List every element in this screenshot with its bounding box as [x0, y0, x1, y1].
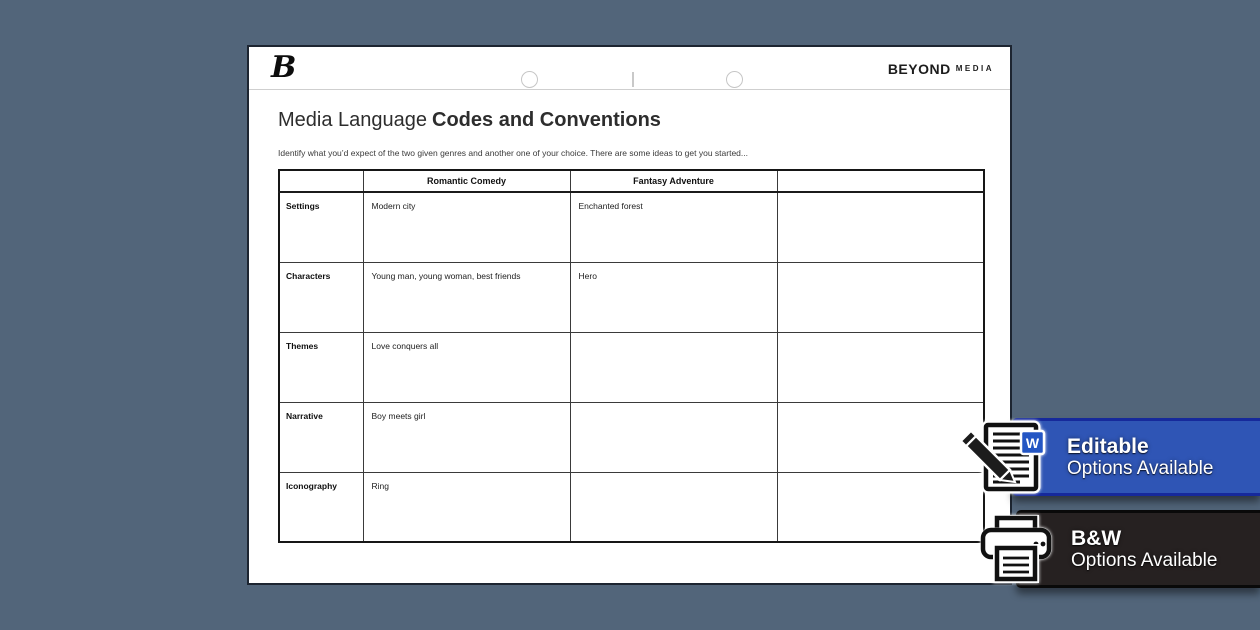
column-header-blank [279, 170, 363, 192]
header-circle-icon [521, 71, 538, 88]
row-label-narrative: Narrative [279, 402, 363, 472]
bw-badge-subtitle: Options Available [1071, 550, 1218, 572]
column-header-romantic-comedy: Romantic Comedy [363, 170, 570, 192]
beyond-logo-icon: B [271, 50, 297, 85]
printer-icon [980, 515, 1052, 585]
word-document-pencil-icon [960, 420, 1050, 496]
cell-characters-fantasy: Hero [570, 262, 777, 332]
row-label-iconography: Iconography [279, 472, 363, 542]
column-header-fantasy-adventure: Fantasy Adventure [570, 170, 777, 192]
cell-narrative-choice [777, 402, 984, 472]
column-header-choice [777, 170, 984, 192]
table-row-iconography [279, 472, 984, 542]
table-row-narrative [279, 402, 984, 472]
cell-iconography-choice [777, 472, 984, 542]
cell-themes-romcom: Love conquers all [363, 332, 570, 402]
row-label-settings: Settings [279, 192, 363, 262]
worksheet-page [247, 45, 1012, 585]
table-row-themes [279, 332, 984, 402]
cell-themes-choice [777, 332, 984, 402]
bw-options-badge [1016, 510, 1260, 588]
page-title-regular: Media Language [278, 109, 428, 131]
instructions-text: Identify what you’d expect of the two given genres and another one of your choice. There are some ideas to get you started... [278, 148, 748, 158]
table-header-row [279, 170, 984, 192]
cell-iconography-romcom: Ring [363, 472, 570, 542]
svg-text:W: W [1025, 435, 1040, 451]
page-title-bold: Codes and Conventions [432, 109, 661, 131]
cell-characters-romcom: Young man, young woman, best friends [363, 262, 570, 332]
page-title [278, 109, 661, 132]
row-label-characters: Characters [279, 262, 363, 332]
header-circle-icon [726, 71, 743, 88]
brand-wordmark [888, 47, 994, 90]
bw-badge-title: B&W [1071, 526, 1122, 550]
cell-narrative-fantasy [570, 402, 777, 472]
brand-name: BEYOND [887, 60, 951, 77]
header-divider [632, 72, 634, 87]
cell-iconography-fantasy [570, 472, 777, 542]
table-row-characters [279, 262, 984, 332]
editable-badge-subtitle: Options Available [1067, 458, 1214, 480]
cell-characters-choice [777, 262, 984, 332]
cell-settings-choice [777, 192, 984, 262]
brand-suffix: MEDIA [955, 64, 994, 73]
cell-settings-fantasy: Enchanted forest [570, 192, 777, 262]
worksheet-header [249, 47, 1010, 90]
editable-badge-title: Editable [1067, 434, 1149, 458]
cell-narrative-romcom: Boy meets girl [363, 402, 570, 472]
cell-settings-romcom: Modern city [363, 192, 570, 262]
row-label-themes: Themes [279, 332, 363, 402]
cell-themes-fantasy [570, 332, 777, 402]
genre-conventions-table [278, 169, 985, 543]
table-row-settings [279, 192, 984, 262]
